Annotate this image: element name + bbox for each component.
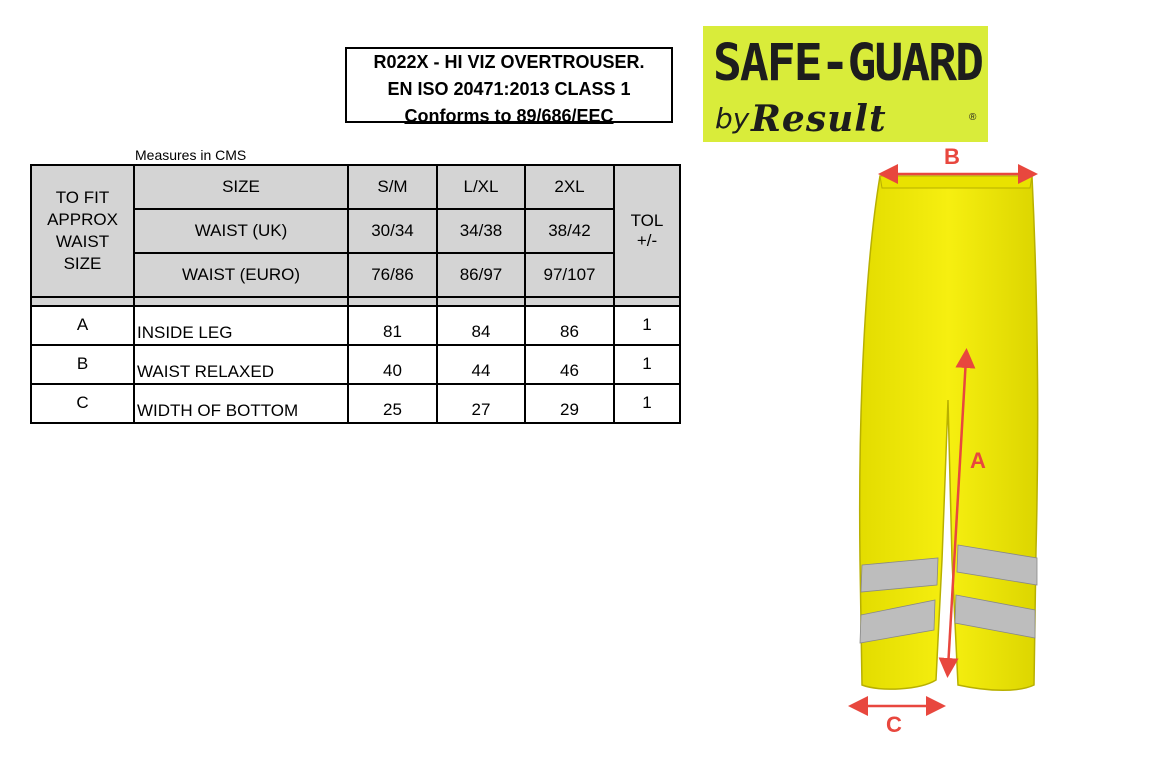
standard-line: EN ISO 20471:2013 CLASS 1 (387, 79, 631, 99)
waist-line: WAIST (55, 232, 110, 251)
conformity-line: Conforms to 89/686/EEC (404, 106, 614, 126)
table-separator (31, 297, 680, 306)
row-label: INSIDE LEG (134, 306, 348, 345)
size-line: SIZE (63, 254, 102, 273)
logo-reg-mark: ® (969, 112, 977, 123)
row-tolerance: 1 (614, 345, 680, 384)
table-row (31, 345, 680, 384)
row-label: WAIST RELAXED (134, 345, 348, 384)
label-a: A (970, 448, 986, 473)
row-tolerance: 1 (614, 384, 680, 423)
row-code: C (31, 384, 134, 423)
waist-uk-label: WAIST (UK) (134, 209, 348, 253)
product-title-box (345, 47, 673, 126)
waist-uk-sm: 30/34 (348, 209, 437, 253)
row-code: A (31, 306, 134, 345)
product-title: R022X - HI VIZ OVERTROUSER. (373, 52, 645, 72)
size-2xl: 2XL (525, 165, 614, 209)
tolerance-header (614, 165, 680, 297)
tol-sign-line: +/- (636, 231, 658, 250)
table-row (31, 384, 680, 423)
size-lxl: L/XL (437, 165, 525, 209)
row-value: 44 (437, 345, 525, 384)
row-value: 40 (348, 345, 437, 384)
row-value: 27 (437, 384, 525, 423)
row-label: WIDTH OF BOTTOM (134, 384, 348, 423)
overtrouser-illustration (840, 140, 1060, 740)
table-row (31, 306, 680, 345)
row-value: 29 (525, 384, 614, 423)
waist-euro-lxl: 86/97 (437, 253, 525, 297)
logo-by-text: by (715, 102, 750, 135)
row-value: 46 (525, 345, 614, 384)
tol-line: TOL (630, 211, 664, 230)
measures-note: Measures in CMS (135, 147, 247, 163)
row-value: 81 (348, 306, 437, 345)
logo-maker-text: Result (751, 98, 887, 140)
row-code: B (31, 345, 134, 384)
waist-euro-2xl: 97/107 (525, 253, 614, 297)
label-c: C (886, 712, 902, 737)
size-sm: S/M (348, 165, 437, 209)
size-chart-table (30, 164, 681, 424)
waist-uk-lxl: 34/38 (437, 209, 525, 253)
row-value: 25 (348, 384, 437, 423)
logo-brand-text: SAFE-GUARD (713, 34, 982, 93)
approx-line: APPROX (47, 210, 118, 229)
row-value: 86 (525, 306, 614, 345)
row-tolerance: 1 (614, 306, 680, 345)
waist-euro-label: WAIST (EURO) (134, 253, 348, 297)
size-label: SIZE (134, 165, 348, 209)
to-fit-header (31, 165, 134, 297)
waist-uk-2xl: 38/42 (525, 209, 614, 253)
waist-euro-sm: 76/86 (348, 253, 437, 297)
safeguard-logo (703, 26, 988, 142)
label-b: B (944, 144, 960, 169)
to-fit-line: TO FIT (55, 188, 110, 207)
trouser-waistband (880, 176, 1032, 188)
row-value: 84 (437, 306, 525, 345)
